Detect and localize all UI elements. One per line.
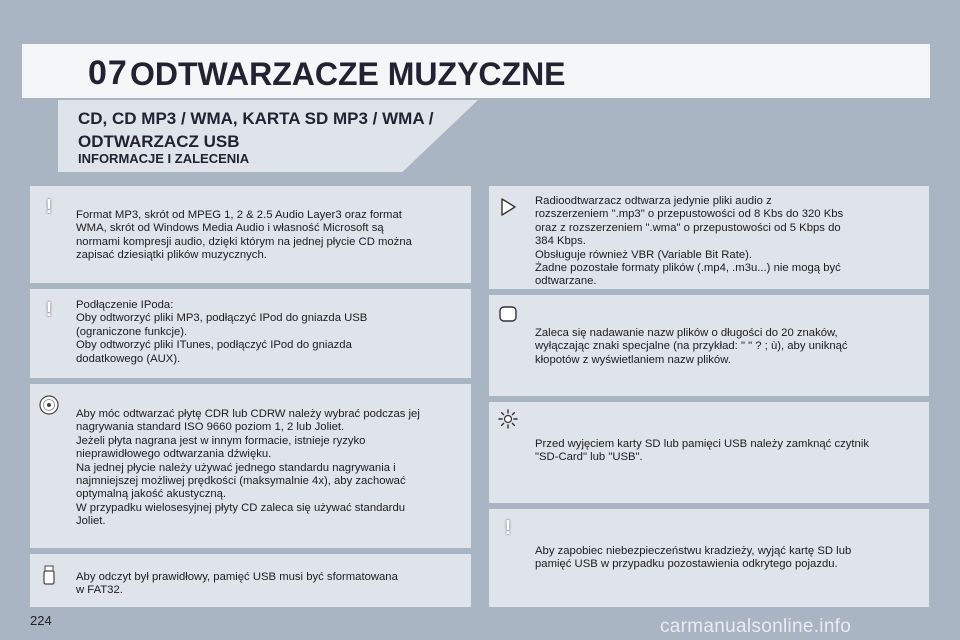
info-text: Przed wyjęciem karty SD lub pamięci USB należy zamknąć czytnik "SD-Card" lub "USB".	[535, 438, 869, 464]
watermark: carmanualsonline.info	[660, 616, 852, 637]
exclamation-icon: !	[45, 195, 53, 218]
section-title: CD, CD MP3 / WMA, KARTA SD MP3 / WMA / ODTWARZACZ USB	[78, 109, 434, 151]
info-text: Zaleca się nadawanie nazw plików o długości do 20 znaków, wyłączając znaki specjalne (na przykład: " " ? ; ù), aby uniknąć kłopotów z wyświetlaniem nazw plików.	[535, 327, 848, 366]
exclamation-icon: !	[45, 298, 53, 321]
info-box-remove-card	[489, 402, 929, 503]
chapter-number: 07	[88, 54, 128, 92]
section-subtitle: INFORMACJE I ZALECENIA	[78, 151, 250, 166]
disc-icon	[38, 394, 60, 416]
info-box-theft-warning	[489, 509, 929, 607]
usb-stick-icon	[38, 564, 60, 586]
info-text: Radioodtwarzacz odtwarza jedynie pliki audio z rozszerzeniem ".mp3" o przepustowości od 8 Kbs do 320 Kbs oraz z rozszerzeniem ".wma" o przepustowości od 5 Kbps do 384 Kbps. Obsługuje również VBR (Variable Bit Rate). Żadne pozostałe formaty plików (.mp4, .m3u...) nie mogą być odtwarzane.	[535, 195, 844, 288]
info-box-ipod	[30, 289, 471, 378]
info-box-file-formats	[489, 186, 929, 289]
info-box-usb-format	[30, 554, 471, 607]
play-icon	[497, 196, 519, 218]
info-text: Aby móc odtwarzać płytę CDR lub CDRW należy wybrać podczas jej nagrywania standard ISO 9660 poziom 1, 2 lub Joliet. Jeżeli płyta nagrana jest w innym formacie, istnieje ryzyko nieprawidłowego odtwarzania dźwięku. Na jednej płycie należy używać jednego standardu nagrywania i najmniejszej możliwej prędkości (maksymalnie 4x), aby zachować optymalną jakość akustyczną. W przypadku wielosesyjnej płyty CD zaleca się używać standardu Joliet.	[76, 408, 420, 528]
sun-icon	[497, 408, 519, 430]
info-text: Aby odczyt był prawidłowy, pamięć USB musi być sformatowana w FAT32.	[76, 571, 398, 597]
exclamation-icon: !	[504, 516, 512, 539]
info-box-cd-recording	[30, 384, 471, 548]
info-text: Format MP3, skrót od MPEG 1, 2 & 2.5 Audio Layer3 oraz format WMA, skrót od Windows Media Audio i własność Microsoft są normami kompresji audio, dzięki którym na jednej płycie CD można zapisać dziesiątki plików muzycznych.	[76, 209, 412, 262]
info-box-file-names	[489, 295, 929, 396]
info-box-mp3-format	[30, 186, 471, 283]
rounded-square-icon	[497, 303, 519, 325]
info-text: Aby zapobiec niebezpieczeństwu kradzieży, wyjąć kartę SD lub pamięć USB w przypadku pozostawienia odkrytego pojazdu.	[535, 545, 852, 571]
info-text: Podłączenie IPoda: Oby odtworzyć pliki MP3, podłączyć IPod do gniazda USB (ograniczone funkcje). Oby odtworzyć pliki ITunes, podłączyć IPod do gniazda dodatkowego (AUX).	[76, 299, 368, 365]
chapter-title: ODTWARZACZE MUZYCZNE	[130, 56, 566, 92]
page-number: 224	[30, 613, 52, 628]
